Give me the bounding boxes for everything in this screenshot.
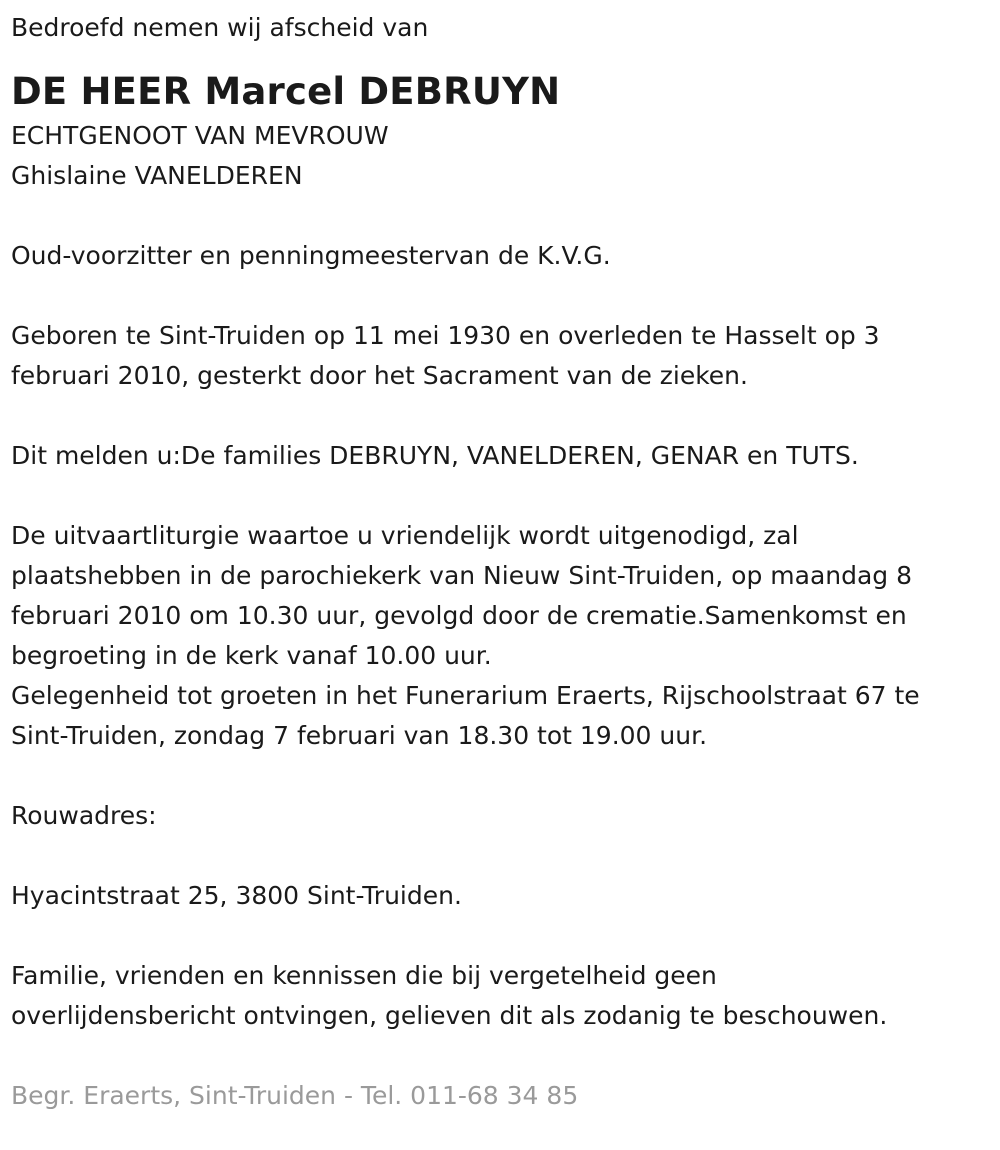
funeral-home-footer: Begr. Eraerts, Sint-Truiden - Tel. 011-68 34 85 [11, 1081, 579, 1110]
spacer [11, 756, 990, 796]
closing-line-2: overlijdensbericht ontvingen, gelieven dit als zodanig te beschouwen. [11, 1001, 888, 1030]
liturgy-line-2: plaatshebben in de parochiekerk van Nieuw Sint-Truiden, op maandag 8 [11, 561, 913, 590]
spouse-name: Ghislaine VANELDEREN [11, 161, 303, 190]
families-text: Dit melden u:De families DEBRUYN, VANELDEREN, GENAR en TUTS. [11, 441, 859, 470]
visitation-line-1: Gelegenheid tot groeten in het Funerarium Eraerts, Rijschoolstraat 67 te [11, 681, 920, 710]
liturgy-line-4: begroeting in de kerk vanaf 10.00 uur. [11, 641, 492, 670]
spacer [11, 1036, 990, 1076]
birth-death-line-2: februari 2010, gesterkt door het Sacrament van de zieken. [11, 361, 748, 390]
address-text: Hyacintstraat 25, 3800 Sint-Truiden. [11, 881, 462, 910]
spouse-title: ECHTGENOOT VAN MEVROUW [11, 121, 389, 150]
birth-death-line-1: Geboren te Sint-Truiden op 11 mei 1930 en overleden te Hasselt op 3 [11, 321, 880, 350]
spacer [11, 476, 990, 516]
spacer [11, 396, 990, 436]
liturgy-line-3: februari 2010 om 10.30 uur, gevolgd door de crematie.Samenkomst en [11, 601, 907, 630]
address-label: Rouwadres: [11, 801, 157, 830]
spacer [11, 836, 990, 876]
spacer [11, 276, 990, 316]
role-text: Oud-voorzitter en penningmeestervan de K.V.G. [11, 241, 611, 270]
spacer [11, 916, 990, 956]
liturgy-line-1: De uitvaartliturgie waartoe u vriendelijk wordt uitgenodigd, zal [11, 521, 799, 550]
spacer [11, 196, 990, 236]
deceased-name: DE HEER Marcel DEBRUYN [11, 70, 561, 113]
intro-text: Bedroefd nemen wij afscheid van [11, 13, 429, 42]
visitation-line-2: Sint-Truiden, zondag 7 februari van 18.30 tot 19.00 uur. [11, 721, 708, 750]
closing-line-1: Familie, vrienden en kennissen die bij vergetelheid geen [11, 961, 717, 990]
